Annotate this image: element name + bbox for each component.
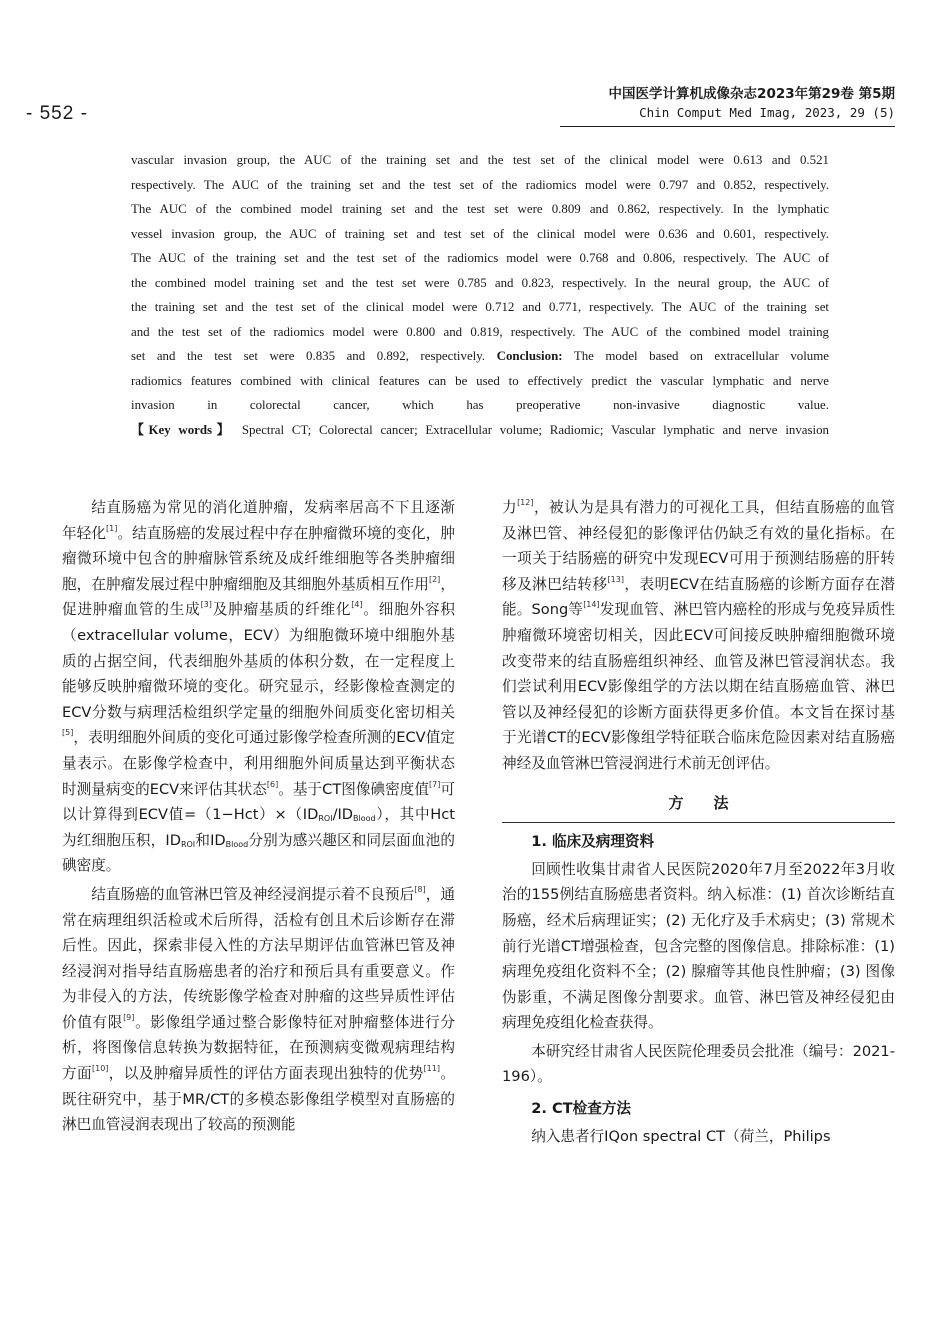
keywords-line: invasion bbox=[785, 422, 829, 437]
methods-paragraph-2: 本研究经甘肃省人民医院伦理委员会批准（编号：2021-196）。 bbox=[502, 1042, 895, 1086]
body-text: ，被认为是具有潜力的可视化工具，但结直肠癌的血管及淋巴管、神经侵犯的影像评估仍缺乏有效的量化指标。在一项关于结肠癌的研究中发现ECV可用于预测结肠癌的肝转移及淋巴结转移 bbox=[502, 499, 895, 593]
subheading-clinical-data: 1. 临床及病理资料 bbox=[531, 833, 655, 851]
body-text: ，表明细胞外间质的变化可通过影像学检查所测的ECV值定量表示。在影像学检查中，利用细胞外间质量达到平衡状态时测量病变的ECV来评估其状态 bbox=[62, 729, 455, 798]
citation: [3] bbox=[200, 600, 212, 610]
citation: [13] bbox=[607, 574, 624, 584]
abstract-block bbox=[131, 148, 829, 442]
citation: [6] bbox=[266, 779, 279, 789]
body-text: 。既往研究中，基于MR/CT的多模态影像组学模型对直肠癌的淋巴血管浸润表现出了较高的预测能 bbox=[62, 1065, 455, 1134]
subscript: Blood bbox=[353, 814, 376, 824]
methods-paragraph-3: 纳入患者行IQon spectral CT（荷兰，Philips bbox=[531, 1127, 831, 1145]
citation: [14] bbox=[583, 600, 600, 610]
body-text: 和ID bbox=[195, 831, 226, 849]
intro-paragraph-3 bbox=[502, 495, 895, 777]
body-text: ，表明ECV在结直肠癌的诊断方面存在潜能。Song等 bbox=[502, 575, 895, 619]
body-text: 发现血管、淋巴管内癌栓的形成与免疫异质性肿瘤微环境密切相关，因此ECV可间接反映肿瘤细胞微环境改变带来的结直肠癌组织神经、血管及淋巴管浸润状态。我们尝试利用ECV影像组学的方法以期在结直肠癌血管、淋巴管以及神经侵犯的诊断方面获得更多价值。本文旨在探讨基于光谱CT的ECV影像组学特征联合临床危险因素对结直肠癌神经及血管淋巴管浸润进行术前无创评估。 bbox=[502, 601, 895, 772]
citation: [8] bbox=[414, 884, 426, 894]
intro-paragraph-2 bbox=[62, 882, 455, 1138]
body-text: 。细胞外容积（extracellular volume，ECV）为细胞微环境中细胞外基质的占据空间，代表细胞外基质的体积分数，在一定程度上能够反映肿瘤微环境的变化。研究显示，经影像检查测定的ECV分数与病理活检组织学定量的细胞外间质变化密切相关 bbox=[62, 601, 455, 721]
abstract-line: vascular invasion group, the AUC of the training set and the test set of the clinical model were 0.613 and 0.521 bbox=[131, 153, 829, 167]
section-title-methods: 方法 bbox=[502, 791, 895, 824]
citation: [11] bbox=[423, 1064, 440, 1074]
formula-text: /ID bbox=[332, 806, 354, 824]
body-text: ），其中Hct为红细胞压积，ID bbox=[62, 806, 456, 849]
citation: [10] bbox=[91, 1064, 109, 1074]
intro-paragraph-1 bbox=[62, 495, 455, 879]
body-text: 力 bbox=[502, 499, 518, 516]
body-text: ，通常在病理组织活检或术后所得，活检有创且术后诊断存在滞后性。因此，探索非侵入性的方法早期评估血管淋巴管及神经浸润对指导结直肠癌患者的治疗和预后具有重要意义。作为非侵入的方法，传统影像学检查对肿瘤的这些异质性评估价值有限 bbox=[62, 885, 455, 1031]
keywords-text: Spectral CT; Colorectal cancer; Extracellular volume; Radiomic; Vascular lymphatic and nerve bbox=[241, 422, 778, 437]
keywords-label: 【Key words】 bbox=[131, 422, 235, 437]
abstract-line: the combined model training set and the test set were 0.785 and 0.823, respectively. In the neural group, the AUC of bbox=[131, 275, 829, 290]
abstract-line: the training set and the test set of the clinical model were 0.712 and 0.771, respectively. The AUC of the training set bbox=[131, 300, 829, 314]
citation: [4] bbox=[351, 600, 363, 610]
abstract-line: radiomics features combined with clinical features can be used to effectively predict the vascular lymphatic and nerve bbox=[131, 373, 829, 388]
body-text: 结直肠癌为常见的消化道肿瘤，发病率居高不下且逐渐年轻化 bbox=[62, 499, 455, 542]
subscript: Blood bbox=[225, 839, 249, 849]
citation: [12] bbox=[517, 498, 534, 507]
abstract-text: set and the test set were 0.835 and 0.892, respectively. bbox=[131, 349, 486, 363]
body-text: ，促进肿瘤血管的生成 bbox=[62, 575, 455, 619]
body-text: 分别为感兴趣区和同层面血池的碘密度。 bbox=[62, 831, 456, 875]
citation: [1] bbox=[106, 523, 118, 533]
body-text: 及肿瘤基质的纤维化 bbox=[211, 601, 352, 619]
keywords-line bbox=[131, 423, 785, 437]
abstract-line: The AUC of the combined model training set and the test set were 0.809 and 0.862, respectively. In the lymphatic bbox=[131, 202, 829, 216]
body-text: 结直肠癌的血管淋巴管及神经浸润提示着不良预后 bbox=[91, 885, 415, 903]
abstract-line-conclusion bbox=[131, 349, 829, 363]
abstract-text: The model based on extracellular volume bbox=[573, 349, 830, 363]
body-text: 。影像组学通过整合影像特征对肿瘤整体进行分析，将图像信息转换为数据特征，在预测病变微观病理结构方面 bbox=[62, 1013, 455, 1083]
formula-text: 可以计算得到ECV值=（1−Hct）×（ID bbox=[62, 780, 455, 824]
citation: [7] bbox=[429, 779, 441, 789]
body-text: 。结直肠癌的发展过程中存在肿瘤微环境的变化，肿瘤微环境中包含的肿瘤脉管系统及成纤维细胞等各类肿瘤细胞，在肿瘤发展过程中肿瘤细胞及其细胞外基质相互作用 bbox=[62, 524, 455, 593]
right-column bbox=[502, 495, 895, 1152]
abstract-line: The AUC of the training set and the test set of the radiomics model were 0.768 and 0.806, respectively. The AUC of bbox=[131, 251, 829, 265]
journal-title-cn: 中国医学计算机成像杂志2023年第29卷 第5期 bbox=[608, 86, 895, 102]
header-rule bbox=[560, 126, 895, 127]
subheading-ct-method: 2. CT检查方法 bbox=[531, 1100, 632, 1118]
abstract-line: and the test set of the radiomics model were 0.800 and 0.819, respectively. The AUC of the combined model training bbox=[131, 324, 829, 339]
left-column bbox=[62, 495, 455, 1141]
conclusion-label: Conclusion: bbox=[496, 349, 563, 363]
abstract-line: vessel invasion group, the AUC of training set and test set of the clinical model were 0.636 and 0.601, respectively. bbox=[131, 226, 829, 241]
page-number: - 552 - bbox=[26, 103, 88, 124]
body-text: 。基于CT图像碘密度值 bbox=[278, 780, 430, 798]
body-text: ，以及肿瘤异质性的评估方面表现出独特的优势 bbox=[108, 1065, 424, 1083]
abstract-line: respectively. The AUC of the training set and the test set of the radiomics model were 0.797 and 0.852, respectively. bbox=[131, 177, 829, 192]
citation: [9] bbox=[123, 1012, 135, 1022]
journal-title-en: Chin Comput Med Imag, 2023, 29 (5) bbox=[639, 105, 895, 120]
citation: [5] bbox=[62, 728, 74, 738]
subscript: ROI bbox=[180, 839, 196, 849]
subscript: ROI bbox=[318, 814, 333, 824]
abstract-line: invasion in colorectal cancer, which has preoperative non-invasive diagnostic value. bbox=[131, 398, 829, 412]
citation: [2] bbox=[428, 574, 441, 584]
methods-paragraph-1: 回顾性收集甘肃省人民医院2020年7月至2022年3月收治的155例结直肠癌患者资料。纳入标准：(1) 首次诊断结直肠癌，经术后病理证实；(2) 无化疗及手术病史；(3) 常规术前行光谱CT增强检查，包含完整的图像信息。排除标准：(1) 病理免疫组化资料不全；(2) 腺瘤等其他良性肿瘤；(3) 图像伪影重，不满足图像分割要求。血管、淋巴管及神经侵犯由病理免疫组化检查获得。 bbox=[502, 860, 895, 1032]
